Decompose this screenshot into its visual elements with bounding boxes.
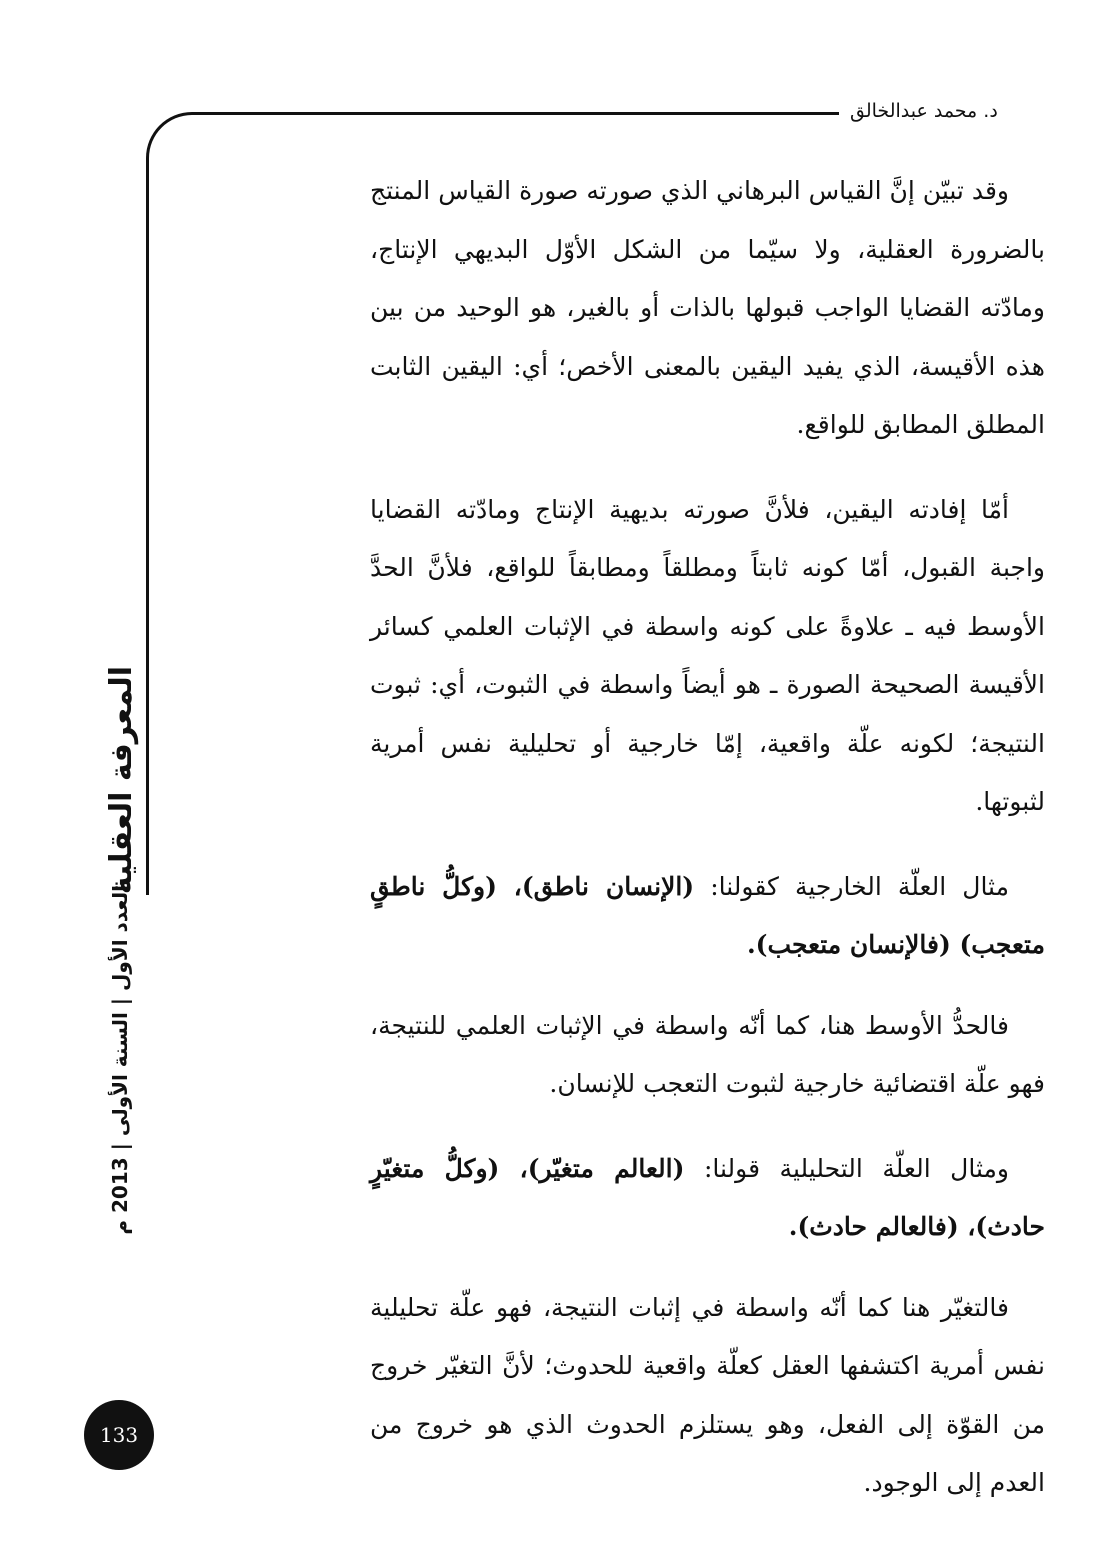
- issue-info-text: العدد الأول | السنة الأولى | 2013 م: [108, 885, 132, 1235]
- example-intro: ومثال العلّة التحليلية قولنا:: [684, 1153, 1009, 1183]
- journal-title: المعرفة العقلية: [103, 665, 139, 895]
- example-syllogism: (الإنسان ناطق)، (وكلُّ ناطقٍ متعجب) (فالإنسان متعجب).: [370, 871, 1045, 959]
- body-text: [370, 162, 1045, 1539]
- example-intro: مثال العلّة الخارجية كقولنا:: [694, 871, 1009, 901]
- author-name: د. محمد عبدالخالق: [850, 100, 998, 122]
- paragraph: أمّا إفادته اليقين، فلأنَّ صورته بديهية الإنتاج ومادّته القضايا واجبة القبول، أمّا كونه ثابتاً ومطلقاً ومطابقاً للواقع، فلأنَّ الحدَّ الأوسط فيه ـ علاوةً على كونه واسطة في الإثبات العلمي كسائر الأقيسة الصحيحة الصورة ـ هو أيضاً واسطة في الثبوت، أي: ثبوت النتيجة؛ لكونه علّة واقعية، إمّا خارجية أو تحليلية نفس أمرية لثبوتها.: [370, 494, 1045, 816]
- example-paragraph: [370, 1140, 1045, 1257]
- page-number-badge: [84, 1400, 154, 1470]
- paragraph: فالتغيّر هنا كما أنّه واسطة في إثبات النتيجة، فهو علّة تحليلية نفس أمرية اكتشفها العقل كعلّة واقعية للحدوث؛ لأنَّ التغيّر خروج من القوّة إلى الفعل، وهو يستلزم الحدوث الذي هو خروج من العدم إلى الوجود.: [370, 1292, 1045, 1497]
- issue-info: [100, 885, 140, 1235]
- page-number: 133: [99, 1423, 139, 1447]
- example-syllogism: (العالم متغيّر)، (وكلُّ متغيّرٍ حادث)، (فالعالم حادث).: [370, 1153, 1045, 1241]
- journal-logo: [86, 665, 156, 895]
- paragraph: فالحدُّ الأوسط هنا، كما أنّه واسطة في الإثبات العلمي للنتيجة، فهو علّة اقتضائية خارجية لثبوت التعجب للإنسان.: [370, 1010, 1045, 1098]
- example-paragraph: [370, 858, 1045, 975]
- paragraph: وقد تبيّن إنَّ القياس البرهاني الذي صورته صورة القياس المنتج بالضرورة العقلية، ولا سيّما من الشكل الأوّل البديهي الإنتاج، ومادّته القضايا الواجب قبولها بالذات أو بالغير، هو الوحيد من بين هذه الأقيسة، الذي يفيد اليقين بالمعنى الأخص؛ أي: اليقين الثابت المطلق المطابق للواقع.: [370, 176, 1045, 439]
